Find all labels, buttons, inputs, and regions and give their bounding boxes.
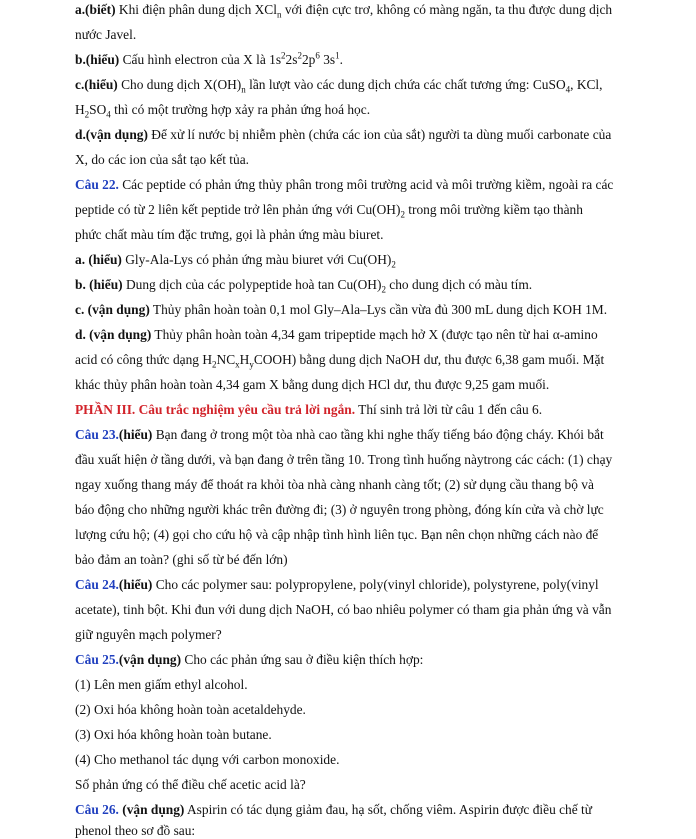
q24-line1: Câu 24.(hiểu) Cho các polymer sau: polypropylene, poly(vinyl chloride), polystyrene, poly(vinyl [75, 577, 599, 592]
q22-intro-line1: Câu 22. Các peptide có phản ứng thủy phân trong môi trường acid và môi trường kiềm, ngoài ra các [75, 177, 614, 192]
q23-line1: Câu 23.(hiểu) Bạn đang ở trong một tòa nhà cao tầng khi nghe thấy tiếng báo động cháy. Khói bắt [75, 427, 604, 442]
q25-item-3: (3) Oxi hóa không hoàn toàn butane. [75, 727, 272, 742]
q25-item-4: (4) Cho methanol tác dụng với carbon monoxide. [75, 752, 340, 767]
q21-a-line1: a.(biết) Khi điện phân dung dịch XCl$_n$ với điện cực trơ, không có màng ngăn, ta thu được dung dịch [75, 2, 613, 20]
part3-heading: PHẦN III. Câu trắc nghiệm yêu cầu trả lời ngắn. Thí sinh trả lời từ câu 1 đến câu 6. [75, 402, 543, 417]
q25-line1: Câu 25.(vận dụng) Cho các phản ứng sau ở điều kiện thích hợp: [75, 652, 424, 667]
q25-question: Số phản ứng có thể điều chế acetic acid là? [75, 777, 306, 792]
q21-c-line1: c.(hiểu) Cho dung dịch $X(OH)_n$ lần lượt vào các dung dịch chứa các chất tương ứng: CuSO$_4$, KCl, [75, 77, 603, 95]
q23-line5: lượng cứu hộ; (4) gọi cho cứu hộ và cập nhập tình hình liên tục. Bạn nên chọn những cách nào để [75, 527, 599, 542]
q22-intro-line3: phức chất màu tím đặc trưng, gọi là phản ứng màu biuret. [75, 227, 384, 242]
question-label: Câu 23. [75, 427, 119, 442]
question-label: Câu 26. [75, 802, 119, 817]
q23-line3: ngay xuống thang máy để thoát ra khỏi tòa nhà càng nhanh càng tốt; (2) sử dụng cầu thang bộ và [75, 477, 594, 492]
q21-d-line2: X, do các ion của sắt tạo kết tủa. [75, 152, 250, 167]
q21-a-line2: nước Javel. [75, 27, 137, 42]
q22-intro-line2: peptide có từ 2 liên kết peptide trở lên phản ứng với $Cu(OH)_2$ trong môi trường kiềm tạo thành [75, 202, 583, 220]
q22-b-line: b. (hiểu) Dung dịch của các polypeptide hoà $\tan Cu(OH)_2$ cho dung dịch có màu tím. [75, 277, 533, 295]
question-label: Câu 24. [75, 577, 119, 592]
q25-item-1: (1) Lên men giấm ethyl alcohol. [75, 677, 248, 692]
q22-c-line: c. (vận dụng) Thủy phân hoàn toàn 0,1 mol Gly–Ala–Lys cần vừa đủ 300 mL dung dịch KOH 1M. [75, 302, 608, 317]
q26-line2: phenol theo sơ đồ sau: [75, 823, 196, 838]
q22-d-line1: d. (vận dụng) Thủy phân hoàn toàn 4,34 gam tripeptide mạch hở X (được tạo nên từ hai α-amino [75, 327, 598, 342]
q24-line2: acetate), tinh bột. Khi đun với dung dịch NaOH, có bao nhiêu polymer có tham gia phản ứng và vẫn [75, 602, 612, 617]
q23-line6: bảo đảm an toàn? (ghi số từ bé đến lớn) [75, 552, 288, 567]
q23-line4: báo động cho những người khác trên đường đi; (3) ở nguyên trong phòng, đóng kín cửa và chờ lực [75, 502, 604, 517]
q26-line1: Câu 26. (vận dụng) Aspirin có tác dụng giảm đau, hạ sốt, chống viêm. Aspirin được điều chế từ [75, 802, 593, 817]
q23-line2: đầu xuất hiện ở tầng dưới, và bạn đang ở trên tầng 10. Trong tình huống nàytrong các cách: (1) chạy [75, 452, 613, 467]
q21-d-line1: d.(vận dụng) Để xử lí nước bị nhiễm phèn (chứa các ion của sắt) người ta dùng muối carbonate của [75, 127, 612, 142]
q21-b-line: b.(hiểu) Cấu hình electron của X là $1s^22s^22p^6$ $3s^1$. [75, 50, 343, 67]
q21-c-line2: $H_2SO_4$ thì có một trường hợp xảy ra phản ứng hoá học. [75, 102, 371, 120]
q22-d-line3: khác thủy phân hoàn toàn 4,34 gam X bằng dung dịch HCl dư, thu được 9,25 gam muối. [75, 377, 550, 392]
q24-line3: giữ nguyên mạch polymer? [75, 627, 222, 642]
question-label: Câu 25. [75, 652, 119, 667]
part-title: PHẦN III. Câu trắc nghiệm yêu cầu trả lời ngắn. [75, 402, 356, 417]
q22-a-line: a. (hiểu) Gly-Ala-Lys có phản ứng màu biuret với $Cu(OH)_2$ [75, 252, 396, 270]
q25-item-2: (2) Oxi hóa không hoàn toàn acetaldehyde. [75, 702, 306, 717]
question-label: Câu 22. [75, 177, 119, 192]
q22-d-line2: acid có công thức dạng $H_2NC_xH_yCOOH$) bằng dung dịch NaOH dư, thu được 6,38 gam muối. Mặt [75, 352, 605, 370]
